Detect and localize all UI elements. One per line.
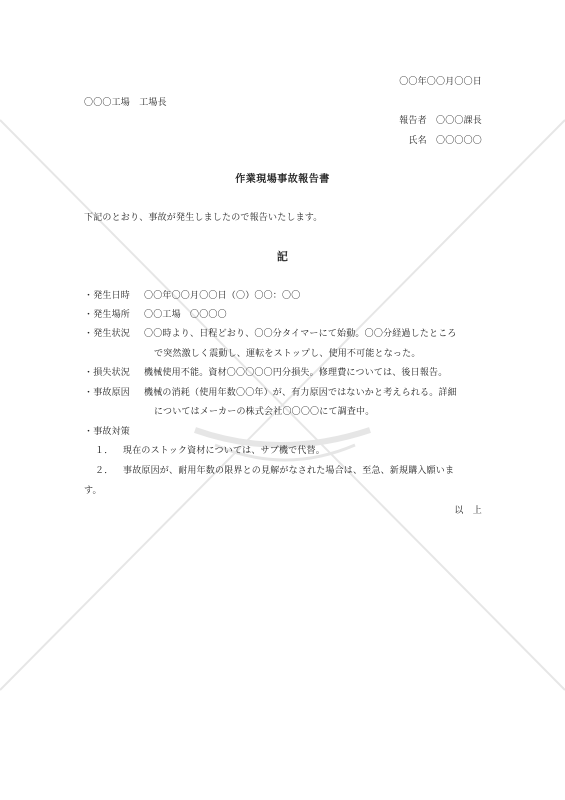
countermeasure-text: 現在のストック資材については、サブ機で代替。	[123, 446, 325, 456]
countermeasures-label: ・事故対策	[84, 427, 131, 437]
item-value: 〇〇年〇〇月〇〇日（〇）〇〇：〇〇	[144, 291, 301, 301]
document-title: 作業現場事故報告書	[235, 174, 330, 185]
countermeasure-number: ２．	[95, 466, 114, 476]
item-label: ・事故原因	[84, 388, 131, 398]
item-label: ・発生日時	[84, 291, 131, 301]
countermeasure-text-continued: す。	[84, 486, 102, 496]
item-value: 〇〇工場 〇〇〇〇	[144, 310, 227, 320]
intro-text: 下記のとおり、事故が発生しましたので報告いたします。	[84, 213, 323, 223]
ki-heading: 記	[276, 250, 289, 263]
item-label: ・損失状況	[84, 368, 131, 378]
item-value-continued: についてはメーカーの株式会社〇〇〇〇にて調査中。	[154, 407, 375, 417]
reporter: 報告者 〇〇〇課長	[399, 116, 482, 126]
addressee: 〇〇〇工場 工場長	[84, 98, 167, 108]
item-value-continued: で突然激しく震動し、運転をストップし、使用不可能となった。	[154, 349, 421, 359]
item-value: 〇〇時より、日程どおり、〇〇分タイマーにて始動。〇〇分経過したところ	[144, 329, 457, 339]
item-label: ・発生場所	[84, 310, 131, 320]
report-date: 〇〇年〇〇月〇〇日	[399, 77, 482, 87]
item-label: ・発生状況	[84, 329, 131, 339]
countermeasure-text: 事故原因が、耐用年数の限界との見解がなされた場合は、至急、新規購入願いま	[123, 466, 455, 476]
closing-mark: 以 上	[454, 506, 482, 516]
countermeasure-number: １．	[95, 446, 114, 456]
reporter-name: 氏名 〇〇〇〇〇	[408, 136, 482, 146]
item-value: 機械使用不能。資材〇〇〇〇〇円分損失。修理費については、後日報告。	[144, 368, 448, 378]
item-value: 機械の消耗（使用年数〇〇年）が、有力原因ではないかと考えられる。詳細	[144, 388, 457, 398]
